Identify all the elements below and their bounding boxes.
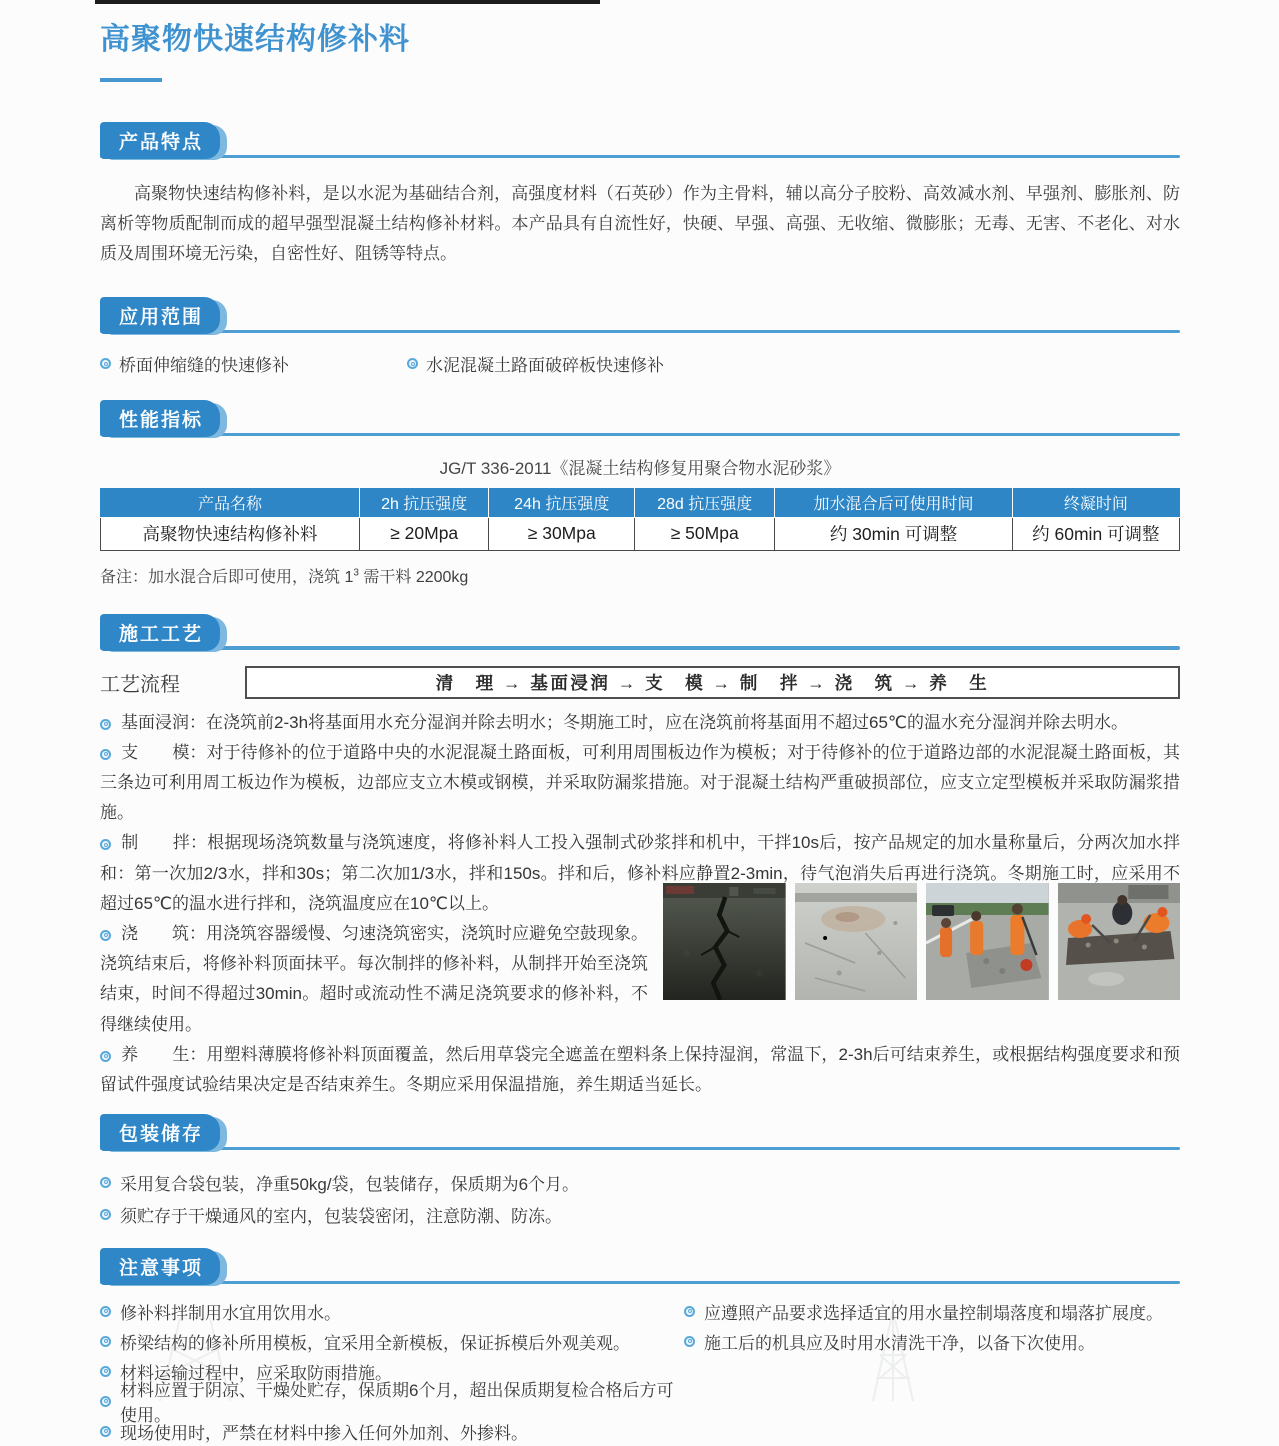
section-rule [100,330,1180,334]
table-header-row [101,488,1180,517]
ring-bullet-icon [100,1177,111,1188]
column-header: 28d 抗压强度 [635,488,775,517]
table-cell: ≥ 20Mpa [359,517,488,550]
section-rule [100,646,1180,650]
section-badge-application: 应用范围 [100,297,220,334]
section-rule [100,1147,1180,1151]
section-badge-construction: 施工工艺 [100,614,220,651]
page-title: 高聚物快速结构修补料 [100,23,410,56]
standard-reference: JG/T 336-2011《混凝土结构修复用聚合物水泥砂浆》 [439,459,841,478]
ring-bullet-icon [407,358,418,369]
section-header-notes [100,1248,1180,1285]
note-item-label: 修补料拌制用水宜用饮用水。 [120,1303,341,1323]
table-row [101,517,1180,550]
note-item-label: 应遵照产品要求选择适宜的用水量控制塌落度和塌落扩展度。 [704,1303,1163,1323]
column-header: 2h 抗压强度 [359,488,488,517]
application-item-label: 水泥混凝土路面破碎板快速修补 [426,356,664,375]
process-flow-row [100,666,1180,699]
section-badge-notes: 注意事项 [100,1248,220,1285]
features-paragraph: 高聚物快速结构修补料，是以水泥为基础结合剂，高强度材料（石英砂）作为主骨料，辅以高分子胶粉、高效减水剂、早强剂、膨胀剂、防离析等物质配制而成的超早强型混凝土结构修补材料。本产品具有自流性好，快硬、早强、高强、无收缩、微膨胀；无毒、无害、不老化、对水质及周围环境无污染，自密性好、阻锈等特点。 [100,184,1180,263]
ring-bullet-icon [100,1209,111,1220]
workers-patching-image [1058,883,1181,1000]
application-item-label: 桥面伸缩缝的快速修补 [119,356,289,375]
column-header: 24h 抗压强度 [489,488,635,517]
list-item [684,1296,1180,1326]
list-item [407,351,664,376]
note-item-label: 现场使用时，严禁在材料中掺入任何外加剂、外掺料。 [120,1423,528,1443]
ring-bullet-icon [100,1051,111,1062]
construction-step [100,708,1180,738]
section-rule [100,155,1180,159]
process-flow-label: 工艺流程 [100,673,180,696]
ring-bullet-icon [100,358,111,369]
column-header: 加水混合后可使用时间 [775,488,1012,517]
step-text: ：用塑料薄膜将修补料顶面覆盖，然后用草袋完全遮盖在塑料条上保持湿润，常温下，2-3h后可结束养生，或根据结构强度要求和预留试件强度试验结果决定是否结束养生。冬期应采用保温措施，养生期适当延长。 [100,1044,1181,1094]
damaged-concrete-photo [795,883,918,1000]
section-header-packaging [100,1114,1180,1151]
footnote-superscript: 3 [353,567,359,579]
table-cell: ≥ 30Mpa [489,517,635,550]
section-header-features [100,122,1180,159]
ring-bullet-icon [100,1396,111,1407]
step-term: 基面浸润 [121,712,189,732]
column-header: 产品名称 [101,488,360,517]
note-item-label: 材料应置于阴凉、干燥处贮存，保质期6个月，超出保质期复检合格后方可使用。 [120,1381,674,1426]
section-header-construction [100,614,1180,651]
packaging-item-label: 须贮存于干燥通风的室内，包装袋密闭，注意防潮、防冻。 [120,1206,562,1226]
performance-table [100,488,1180,551]
step-term: 制 拌 [121,833,190,853]
list-item [684,1326,1180,1356]
notes-columns [100,1296,1180,1446]
section-rule [100,1281,1180,1285]
note-item-label: 材料运输过程中，应采取防雨措施。 [120,1363,392,1383]
ring-bullet-icon [100,1306,111,1317]
process-flow-box: 清 理 → 基面浸润 → 支 模 → 制 拌 → 浇 筑 → 养 生 [245,666,1180,699]
note-item-label: 桥梁结构的修补所用模板，宜采用全新模板，保证拆模后外观美观。 [120,1333,630,1353]
list-item [100,1166,1180,1198]
packaging-item-label: 采用复合袋包装，净重50kg/袋，包装储存，保质期为6个月。 [120,1174,580,1194]
ring-bullet-icon [100,1366,111,1377]
step-text: ：在浇筑前2-3h将基面用水充分湿润并除去明水；冬期施工时，应在浇筑前将基面用不超过65℃的温水充分湿润并除去明水。 [189,712,1129,732]
ring-bullet-icon [100,1426,111,1437]
list-item [100,1198,1180,1230]
ring-bullet-icon [100,1336,111,1347]
ring-bullet-icon [684,1336,695,1347]
table-footnote [100,564,1180,587]
table-cell: ≥ 50Mpa [635,517,775,550]
table-cell: 约 60min 可调整 [1012,517,1179,550]
construction-step [100,738,1180,829]
footnote-text: 备注：加水混合后即可使用，浇筑 1 [100,568,354,586]
step-term: 支 模 [121,742,190,762]
section-rule [100,433,1180,437]
ring-bullet-icon [100,719,111,730]
watermark-tower-icon [140,1318,250,1401]
title-underline [100,78,162,82]
step-text: ：用浇筑容器缓慢、匀速浇筑密实，浇筑时应避免空鼓现象。浇筑结束后，将修补料顶面抹平。每次制拌的修补料，从制拌开始至浇筑结束，时间不得超过30min。超时或流动性不满足浇筑要求的修补料，不得继续使用。 [100,923,648,1034]
damaged-concrete-image [795,883,918,1000]
section-badge-packaging: 包装储存 [100,1114,220,1151]
cracked-pavement-image [663,883,786,1000]
construction-step [100,1040,1180,1100]
watermark-pylon-icon [858,1300,928,1401]
construction-photo-strip [663,883,1180,1000]
notes-right-column [684,1296,1180,1446]
table-cell: 高聚物快速结构修补料 [101,517,360,550]
section-badge-features: 产品特点 [100,122,220,159]
ring-bullet-icon [100,749,111,760]
ring-bullet-icon [100,839,111,850]
footnote-text: 需干料 2200kg [358,568,469,586]
step-text: ：根据现场浇筑数量与浇筑速度，将修补料人工投入强制式砂浆拌和机中，干拌10s后，按产品规定的加水量称量后，分两次加水拌和：第一次加2/3水，拌和30s；第二次加1/3水，拌和150s。拌和后，修补料应静置2-3min，待气泡消失后再进行浇筑。冬期施工时，应采用不超过65℃的温水进行拌和，浇筑温度应在10℃以上。 [100,833,1180,913]
note-item-label: 施工后的机具应及时用水清洗干净，以备下次使用。 [704,1333,1095,1353]
step-text: ：对于待修补的位于道路中央的水泥混凝土路面板，可利用周围板边作为模板；对于待修补的位于道路边部的水泥混凝土路面板，其三条边可利用周工板边作为模板，边部应支立木模或钢模，并采取防漏浆措施。对于混凝土结构严重破损部位，应支立定型模板并采取防漏浆措施。 [100,742,1181,823]
road-repair-workers-image [926,883,1049,1000]
road-repair-workers-photo [926,883,1049,1000]
section-header-application [100,297,1180,334]
section-header-performance [100,400,1180,437]
step-term: 浇 筑 [121,923,189,943]
application-items [100,351,1180,376]
ring-bullet-icon [684,1306,695,1317]
table-cell: 约 30min 可调整 [775,517,1012,550]
section-badge-performance: 性能指标 [100,400,220,437]
construction-steps [100,708,1180,1101]
packaging-items [100,1166,1180,1230]
list-item [100,351,407,376]
workers-patching-photo [1058,883,1181,1000]
step-term: 养 生 [121,1044,190,1064]
ring-bullet-icon [100,930,111,941]
cracked-pavement-photo [663,883,786,1000]
construction-step [100,919,1180,1040]
column-header: 终凝时间 [1012,488,1179,517]
